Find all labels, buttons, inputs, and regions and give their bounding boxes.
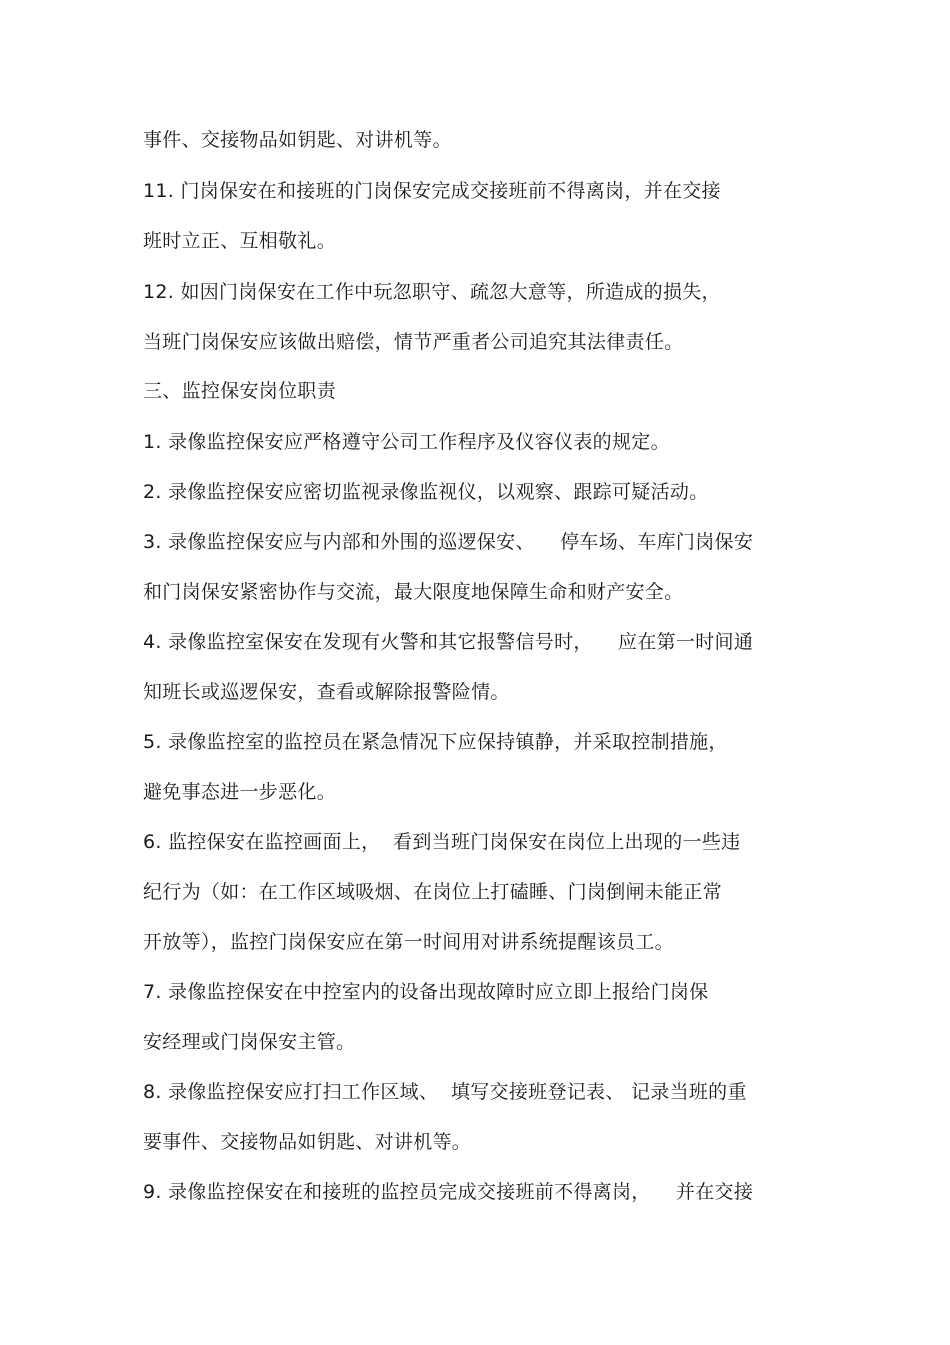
text-line: 班时立正、互相敬礼。	[143, 230, 337, 252]
text-line: 安经理或门岗保安主管。	[143, 1031, 356, 1053]
text-line: 1. 录像监控保安应严格遵守公司工作程序及仪容仪表的规定。	[143, 431, 670, 453]
text-line: 纪行为（如：在工作区域吸烟、在岗位上打磕睡、门岗倒闸未能正常	[143, 881, 723, 903]
text-line: 避免事态进一步恶化。	[143, 781, 337, 803]
text-line: 11. 门岗保安在和接班的门岗保安完成交接班前不得离岗，并在交接	[143, 180, 721, 202]
text-line: 和门岗保安紧密协作与交流，最大限度地保障生命和财产安全。	[143, 581, 684, 603]
text-line: 6. 监控保安在监控画面上， 看到当班门岗保安在岗位上出现的一些违	[143, 831, 741, 853]
text-line: 事件、交接物品如钥匙、对讲机等。	[143, 129, 452, 151]
text-line: 2. 录像监控保安应密切监视录像监视仪，以观察、跟踪可疑活动。	[143, 481, 709, 503]
text-line: 5. 录像监控室的监控员在紧急情况下应保持镇静，并采取控制措施，	[143, 731, 728, 753]
text-line: 9. 录像监控保安在和接班的监控员完成交接班前不得离岗， 并在交接	[143, 1181, 754, 1203]
text-line: 12. 如因门岗保安在工作中玩忽职守、疏忽大意等，所造成的损失，	[143, 281, 721, 303]
text-line: 开放等），监控门岗保安应在第一时间用对讲系统提醒该员工。	[143, 931, 674, 953]
text-line: 7. 录像监控保安在中控室内的设备出现故障时应立即上报给门岗保	[143, 981, 709, 1003]
text-line: 8. 录像监控保安应打扫工作区域、 填写交接班登记表、 记录当班的重	[143, 1081, 747, 1103]
text-line: 4. 录像监控室保安在发现有火警和其它报警信号时， 应在第一时间通	[143, 631, 754, 653]
text-line: 当班门岗保安应该做出赔偿，情节严重者公司追究其法律责任。	[143, 331, 684, 353]
text-line: 要事件、交接物品如钥匙、对讲机等。	[143, 1131, 472, 1153]
text-line: 3. 录像监控保安应与内部和外围的巡逻保安、 停车场、车库门岗保安	[143, 531, 754, 553]
text-line: 知班长或巡逻保安，查看或解除报警险情。	[143, 681, 510, 703]
section-heading: 三、监控保安岗位职责	[143, 380, 337, 402]
